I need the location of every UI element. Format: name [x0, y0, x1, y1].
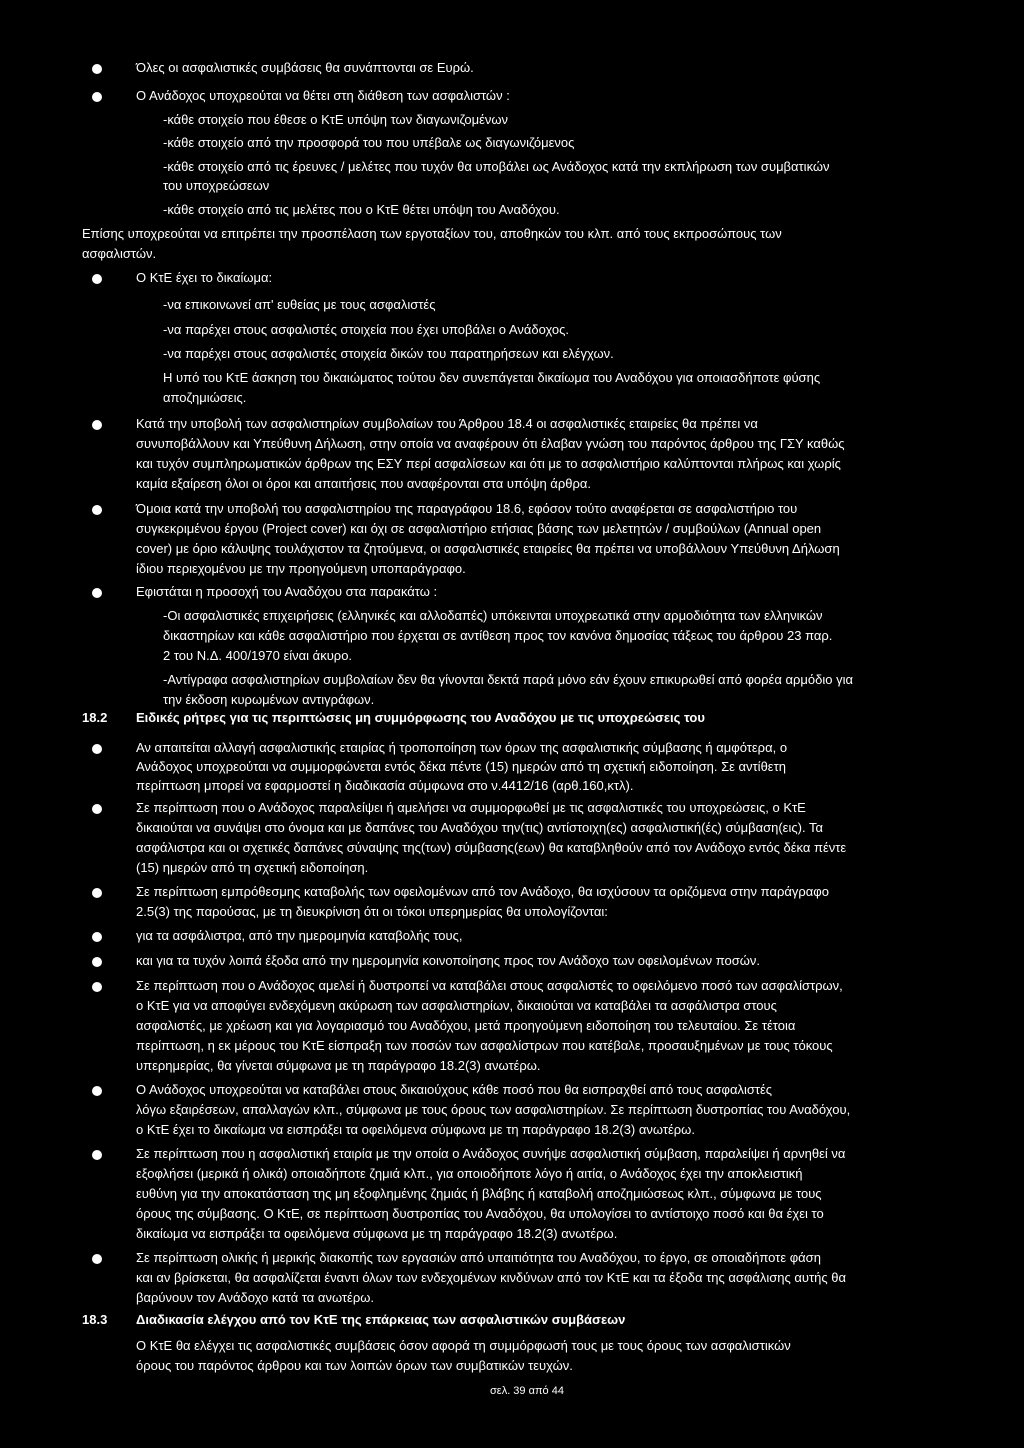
paragraph-line: Όμοια κατά την υποβολή του ασφαλιστηρίου της παραγράφου 18.6, εφόσον τούτο αναφέρεται σε ασφαλιστήριο του: [136, 501, 798, 516]
paragraph-line: όρους της σύμβασης. Ο ΚτΕ, σε περίπτωση δυστροπίας του Αναδόχου, θα υπολογίσει το αντίστοιχο ποσό και θα έχει το: [136, 1206, 824, 1221]
bullet-icon: [92, 932, 102, 942]
paragraph-line: -κάθε στοιχείο από τις μελέτες που ο ΚτΕ θέτει υπόψη του Αναδόχου.: [163, 202, 560, 217]
bullet-icon: [92, 957, 102, 967]
paragraph-line: ίδιου περιεχομένου με την προηγούμενη υποπαράγραφο.: [136, 561, 466, 576]
paragraph-line: Σε περίπτωση που ο Ανάδοχος αμελεί ή δυστροπεί να καταβάλει στους ασφαλιστές το οφειλόμενο ποσό των ασφαλίστρων,: [136, 978, 843, 993]
paragraph-line: του υποχρεώσεων: [163, 178, 270, 193]
paragraph-line: υπερημερίας, θα γίνεται σύμφωνα με τη παράγραφο 18.2(3) ανωτέρω.: [136, 1058, 541, 1073]
bullet-icon: [92, 64, 102, 74]
bullet-icon: [92, 744, 102, 754]
paragraph-line: λόγω εξαιρέσεων, απαλλαγών κλπ., σύμφωνα με τους όρους των ασφαλιστηρίων. Σε περίπτωση δυστροπίας του Αναδόχου,: [136, 1102, 851, 1117]
paragraph-line: -Αντίγραφα ασφαλιστηρίων συμβολαίων δεν θα γίνονται δεκτά παρά μόνο εάν έχουν επικυρωθεί από φορέα αρμόδιο για: [163, 672, 853, 687]
paragraph-line: για τα ασφάλιστρα, από την ημερομηνία καταβολής τους,: [136, 928, 463, 943]
paragraph-line: εξοφλήσει (μερικά ή ολικά) οποιαδήποτε ζημιά κλπ., για οποιοδήποτε λόγο ή αιτία, ο Ανάδοχος έχει την αποκλειστική: [136, 1166, 803, 1181]
paragraph-line: Κατά την υποβολή των ασφαλιστηρίων συμβολαίων του Άρθρου 18.4 οι ασφαλιστικές εταιρείες θα πρέπει να: [136, 416, 758, 431]
paragraph-line: Εφιστάται η προσοχή του Αναδόχου στα παρακάτω :: [136, 584, 438, 599]
paragraph-line: ασφαλιστών.: [82, 246, 157, 261]
paragraph-line: ο ΚτΕ έχει το δικαίωμα να εισπράξει τα οφειλόμενα σύμφωνα με τη παράγραφο 18.2(3) ανωτέρω.: [136, 1122, 695, 1137]
paragraph-line: περίπτωση μπορεί να εφαρμοστεί η διαδικασία σύμφωνα στο ν.4412/16 (αρθ.160,κτλ).: [136, 778, 634, 793]
paragraph-line: -Οι ασφαλιστικές επιχειρήσεις (ελληνικές και αλλοδαπές) υπόκεινται υποχρεωτικά στην αρμοδιότητα των ελληνικών: [163, 608, 823, 623]
paragraph-line: (15) ημερών από τη σχετική ειδοποίηση.: [136, 860, 369, 875]
paragraph-line: Ο ΚτΕ θα ελέγχει τις ασφαλιστικές συμβάσεις όσον αφορά τη συμμόρφωσή τους με τους όρους των ασφαλιστικών: [136, 1338, 791, 1353]
section-heading: Διαδικασία ελέγχου από τον ΚτΕ της επάρκειας των ασφαλιστικών συμβάσεων: [136, 1312, 626, 1327]
paragraph-line: Σε περίπτωση ολικής ή μερικής διακοπής των εργασιών από υπαιτιότητα του Αναδόχου, το έργο, σε οποιαδήποτε φάση: [136, 1250, 821, 1265]
page-number: σελ. 39 από 44: [490, 1385, 564, 1397]
bullet-icon: [92, 588, 102, 598]
paragraph-line: -κάθε στοιχείο από την προσφορά του που υπέβαλε ως διαγωνιζόμενος: [163, 135, 575, 150]
paragraph-line: Αν απαιτείται αλλαγή ασφαλιστικής εταιρίας ή τροποποίηση των όρων της ασφαλιστικής σύμβασης ή αμφότερα, ο: [136, 740, 788, 755]
paragraph-line: Ο ΚτΕ έχει το δικαίωμα:: [136, 270, 273, 285]
paragraph-line: και τυχόν συμπληρωματικών άρθρων της ΕΣΥ περί ασφαλίσεων και ότι με το ασφαλιστήριο καλύπτονται πλήρως και χωρίς: [136, 456, 841, 471]
paragraph-line: Όλες οι ασφαλιστικές συμβάσεις θα συνάπτονται σε Ευρώ.: [136, 60, 474, 75]
bullet-icon: [92, 1254, 102, 1264]
bullet-icon: [92, 1086, 102, 1096]
paragraph-line: βαρύνουν τον Ανάδοχο κατά τα ανωτέρω.: [136, 1290, 374, 1305]
paragraph-line: -κάθε στοιχείο που έθεσε ο ΚτΕ υπόψη των διαγωνιζομένων: [163, 112, 509, 127]
paragraph-line: συνυποβάλλουν και Υπεύθυνη Δήλωση, στην οποία να αναφέρουν ότι έλαβαν γνώση του παρόντος άρθρου της ΓΣΥ καθώς: [136, 436, 845, 451]
bullet-icon: [92, 420, 102, 430]
paragraph-line: δικαίωμα να εισπράξει τα οφειλόμενα σύμφωνα με τη παράγραφο 18.2(3) ανωτέρω.: [136, 1226, 618, 1241]
section-heading: Ειδικές ρήτρες για τις περιπτώσεις μη συμμόρφωσης του Αναδόχου με τις υποχρεώσεις του: [136, 710, 705, 725]
bullet-icon: [92, 1150, 102, 1160]
paragraph-line: Σε περίπτωση που ο Ανάδοχος παραλείψει ή αμελήσει να συμμορφωθεί με τις ασφαλιστικές του υποχρεώσεις, ο ΚτΕ: [136, 800, 806, 815]
paragraph-line: και αν βρίσκεται, θα ασφαλίζεται έναντι όλων των ενδεχομένων κινδύνων από τον ΚτΕ και τα έξοδα της ασφάλισης αυτής θα: [136, 1270, 847, 1285]
paragraph-line: 2 του Ν.Δ. 400/1970 είναι άκυρο.: [163, 648, 353, 663]
paragraph-line: -να παρέχει στους ασφαλιστές στοιχεία που έχει υποβάλει ο Ανάδοχος.: [163, 322, 570, 337]
bullet-icon: [92, 92, 102, 102]
paragraph-line: Η υπό του ΚτΕ άσκηση του δικαιώματος τούτου δεν συνεπάγεται δικαίωμα του Αναδόχου για οποιασδήποτε φύσης: [163, 370, 821, 385]
paragraph-line: δικαιούται να συνάψει στο όνομα και με δαπάνες του Αναδόχου την(τις) αντίστοιχη(ες) ασφαλιστική(ές) σύμβαση(εις). Τα: [136, 820, 823, 835]
paragraph-line: συγκεκριμένου έργου (Project cover) και όχι σε ασφαλιστήριο ετήσιας βάσης των μελετητών / συμβούλων (Annual open: [136, 521, 822, 536]
paragraph-line: ευθύνη για την αποκατάσταση της μη εξοφλημένης ζημιάς ή βλάβης ή καταβολή αποζημιώσεως κλπ., σύμφωνα με τους: [136, 1186, 822, 1201]
paragraph-line: Επίσης υποχρεούται να επιτρέπει την προσπέλαση των εργοταξίων του, αποθηκών του κλπ. από τους εκπροσώπους των: [82, 226, 782, 241]
paragraph-line: Ανάδοχος υποχρεούται να συμμορφώνεται εντός δέκα πέντε (15) ημερών από τη σχετική ειδοποίηση. Σε αντίθετη: [136, 759, 786, 774]
paragraph-line: όρους του παρόντος άρθρου και των λοιπών όρων των συμβατικών τευχών.: [136, 1358, 573, 1373]
paragraph-line: -να παρέχει στους ασφαλιστές στοιχεία δικών του παρατηρήσεων και ελέγχων.: [163, 346, 614, 361]
paragraph-line: ασφαλιστές, με χρέωση και για λογαριασμό του Αναδόχου, μετά προηγούμενη ειδοποίηση του τελευταίου. Σε τέτοια: [136, 1018, 796, 1033]
paragraph-line: την έκδοση κυρωμένων αντιγράφων.: [163, 692, 375, 707]
paragraph-line: Σε περίπτωση εμπρόθεσμης καταβολής των οφειλομένων από τον Ανάδοχο, θα ισχύσουν τα οριζόμενα στην παράγραφο: [136, 884, 829, 899]
section-number: 18.2: [82, 710, 108, 725]
paragraph-line: Ο Ανάδοχος υποχρεούται να καταβάλει στους δικαιούχους κάθε ποσό που θα εισπραχθεί από τους ασφαλιστές: [136, 1082, 773, 1097]
paragraph-line: περίπτωση, η εκ μέρους του ΚτΕ είσπραξη των ποσών των ασφαλίστρων που κατέβαλε, προσαυξημένων με τους τόκους: [136, 1038, 833, 1053]
paragraph-line: δικαστηρίων και κάθε ασφαλιστήριο που έρχεται σε αντίθεση προς τον κανόνα δημοσίας τάξεως του άρθρου 23 παρ.: [163, 628, 833, 643]
paragraph-line: Ο Ανάδοχος υποχρεούται να θέτει στη διάθεση των ασφαλιστών :: [136, 88, 510, 103]
paragraph-line: και για τα τυχόν λοιπά έξοδα από την ημερομηνία κοινοποίησης προς τον Ανάδοχο των οφειλομένων ποσών.: [136, 953, 761, 968]
bullet-icon: [92, 888, 102, 898]
paragraph-line: αποζημιώσεις.: [163, 390, 247, 405]
paragraph-line: 2.5(3) της παρούσας, με τη διευκρίνιση ότι οι τόκοι υπερημερίας θα υπολογίζονται:: [136, 904, 608, 919]
bullet-icon: [92, 505, 102, 515]
paragraph-line: ο ΚτΕ για να αποφύγει ενδεχόμενη ακύρωση των ασφαλιστηρίων, δικαιούται να καταβάλει τα ασφάλιστρα στους: [136, 998, 777, 1013]
paragraph-line: Σε περίπτωση που η ασφαλιστική εταιρία με την οποία ο Ανάδοχος συνήψε ασφαλιστική σύμβαση, παραλείψει ή αρνηθεί να: [136, 1146, 846, 1161]
paragraph-line: ασφάλιστρα και οι σχετικές δαπάνες σύναψης της(των) σύμβασης(εων) θα καταβληθούν από τον Ανάδοχο εντός δέκα πέντε: [136, 840, 847, 855]
bullet-icon: [92, 804, 102, 814]
paragraph-line: cover) με όριο κάλυψης τουλάχιστον τα ζητούμενα, οι ασφαλιστικές εταιρείες θα πρέπει να υποβάλλουν Υπεύθυνη Δήλωση: [136, 541, 840, 556]
paragraph-line: καμία εξαίρεση όλοι οι όροι και απαιτήσεις που αναφέρονται στα υπόψη άρθρα.: [136, 476, 591, 491]
bullet-icon: [92, 982, 102, 992]
paragraph-line: -να επικοινωνεί απ' ευθείας με τους ασφαλιστές: [163, 297, 436, 312]
section-number: 18.3: [82, 1312, 108, 1327]
paragraph-line: -κάθε στοιχείο από τις έρευνες / μελέτες που τυχόν θα υποβάλει ως Ανάδοχος κατά την εκπλήρωση των συμβατικών: [163, 159, 830, 174]
bullet-icon: [92, 274, 102, 284]
